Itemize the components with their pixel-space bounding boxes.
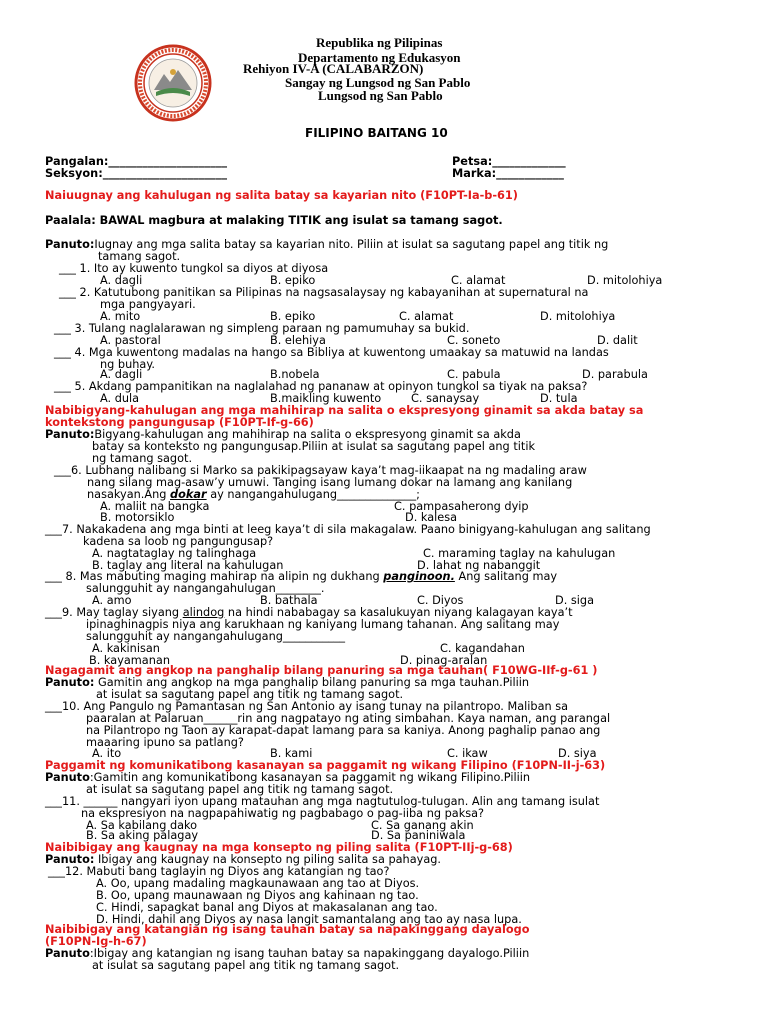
q11-choice-d: D. Sa paniniwala — [371, 829, 466, 842]
question-8: ___ 8. Mas mabuting maging mahirap na alipin ng dukhang panginoon. Ang salitang may — [45, 570, 558, 583]
question-12: ___12. Mabuti bang taglayin ng Diyos ang katangian ng tao? — [48, 865, 390, 878]
section2-heading: Nabibigyang-kahulugan ang mga mahihirap na salita o ekspresyong ginamit sa akda batay sa — [45, 404, 644, 417]
name-field: Pangalan:_____________________ — [45, 155, 228, 168]
question-2: ___ 2. Katutubong panitikan sa Pilipinas na nagsasalaysay ng kabayanihan at supernatural na — [59, 286, 589, 299]
school-seal-logo — [134, 44, 212, 122]
question-3: ___ 3. Tulang naglalarawan ng simpleng paraan ng pamumuhay sa bukid. — [54, 322, 470, 335]
section4-heading: Paggamit ng komunikatibong kasanayan sa paggamit ng wikang Filipino (F10PN-II-j-63) — [45, 759, 606, 772]
q8-choice-b: B. bathala — [260, 594, 318, 607]
date-field: Petsa:_____________ — [452, 155, 566, 168]
q10-choice-d: D. siya — [558, 747, 597, 760]
q6-choice-b: B. motorsiklo — [100, 511, 175, 524]
question-10-cont2: na Pilantropo ng Taon ay karapat-dapat lamang para sa kaniya. Anong paghalip panao ang — [86, 724, 601, 737]
section6-heading: Naibibigay ang katangian ng isang tauhan batay sa napakinggang dayalogo — [45, 923, 530, 936]
exam-title: FILIPINO BAITANG 10 — [305, 126, 448, 140]
header-republic: Republika ng Pilipinas — [316, 35, 443, 50]
q9-choice-c: C. kagandahan — [440, 642, 525, 655]
question-10-cont3: maaaring ipuno sa patlang? — [86, 736, 244, 749]
section2-heading-cont: kontekstong pangungusap (F10PT-If-g-66) — [45, 416, 314, 429]
question-9-cont2: salungguhit ay nangangahulugang___________ — [86, 630, 346, 643]
section-field: Seksyon:______________________ — [45, 167, 227, 180]
q7-choice-c: C. maraming taglay na kahulugan — [423, 547, 616, 560]
section1-heading: Naiuugnay ang kahulugan ng salita batay sa kayarian nito (F10PT-Ia-b-61) — [45, 189, 518, 202]
q5-choice-d: D. tula — [540, 392, 578, 405]
q3-choice-c: C. soneto — [447, 334, 501, 347]
question-7: ___7. Nakakadena ang mga binti at leeg kaya’t di sila makagalaw. Paano binigyang-kahulugan ang salitang — [45, 523, 651, 536]
q12-choice-c: C. Hindi, sapagkat banal ang Diyos at makasalanan ang tao. — [96, 901, 438, 914]
section2-instructions-cont2: ng tamang sagot. — [92, 452, 193, 465]
q5-choice-b: B.maikling kuwento — [270, 392, 382, 405]
section2-instructions: Panuto:Bigyang-kahulugan ang mahihirap na salita o ekspresyong ginamit sa akda — [45, 428, 521, 441]
question-10: ___10. Ang Pangulo ng Pamantasan ng San Antonio ay isang tunay na pilantropo. Maliban sa — [45, 700, 569, 713]
header-region: Rehiyon IV-A (CALABARZON) — [243, 61, 424, 76]
q3-choice-b: B. elehiya — [270, 334, 326, 347]
section3-instructions-cont: at isulat sa sagutang papel ang titik ng tamang sagot. — [96, 688, 404, 701]
q10-choice-b: B. kami — [270, 747, 313, 760]
question-2-cont: mga pangyayari. — [100, 298, 196, 311]
question-7-cont: kadena sa loob ng pangungusap? — [83, 535, 274, 548]
question-9: ___9. May taglay siyang alindog na hindi nababagay sa kasalukuyan niyang kalagayan kaya’t — [45, 606, 573, 619]
q6-choice-a: A. maliit na bangka — [100, 500, 210, 513]
score-field: Marka:____________ — [452, 167, 564, 180]
question-4: ___ 4. Mga kuwentong madalas na hango sa Bibliya at kuwentong umaakay sa matuwid na landas — [54, 346, 609, 359]
q6-choice-d: D. kalesa — [405, 511, 458, 524]
section5-heading: Naibibigay ang kaugnay na mga konsepto ng piling salita (F10PT-IIj-g-68) — [45, 841, 513, 854]
section3-heading: Nagagamit ang angkop na panghalip bilang panuring sa mga tauhan( F10WG-IIf-g-61 ) — [45, 664, 598, 677]
q4-choice-b: B.nobela — [270, 368, 320, 381]
section6-heading-cont: (F10PN-Ig-h-67) — [45, 935, 147, 948]
q4-choice-d: D. parabula — [582, 368, 648, 381]
q7-choice-d: D. lahat ng nabanggit — [417, 559, 541, 572]
reminder-text: Paalala: BAWAL magbura at malaking TITIK ang isulat sa tamang sagot. — [45, 214, 503, 227]
question-4-cont: ng buhay. — [100, 358, 156, 371]
q3-choice-d: D. dalit — [597, 334, 638, 347]
q9-choice-b: B. kayamanan — [89, 654, 170, 667]
header-division: Sangay ng Lungsod ng San Pablo — [285, 75, 471, 90]
q11-choice-a: A. Sa kabilang dako — [86, 819, 198, 832]
section1-instructions-cont: tamang sagot. — [98, 250, 181, 263]
q8-choice-a: A. amo — [92, 594, 132, 607]
header-department: Departamento ng Edukasyon — [298, 50, 461, 65]
section2-instructions-cont: batay sa konteksto ng pangungusap.Piliin at isulat sa sagutang papel ang titik — [92, 440, 535, 453]
q5-choice-c: C. sanaysay — [411, 392, 480, 405]
section1-instructions: Panuto:Iugnay ang mga salita batay sa kayarian nito. Piliin at isulat sa sagutang papel ang titik ng — [45, 238, 609, 251]
q12-choice-b: B. Oo, upang maunawaan ng Diyos ang kahinaan ng tao. — [96, 889, 419, 902]
q2-choice-a: A. mito — [100, 310, 141, 323]
q10-choice-a: A. ito — [92, 747, 122, 760]
q2-choice-c: C. alamat — [399, 310, 454, 323]
question-6-cont: nang silang mag-asaw’y umuwi. Tanging isang lumang dokar na lamang ang kanilang — [87, 476, 573, 489]
q8-choice-d: D. siga — [555, 594, 594, 607]
question-8-cont: salungguhit ay nangangahulugan________. — [86, 582, 325, 595]
q1-choice-a: A. dagli — [100, 274, 143, 287]
section3-instructions: Panuto: Gamitin ang angkop na mga panghalip bilang panuring sa mga tauhan.Piliin — [45, 676, 530, 689]
q4-choice-c: C. pabula — [447, 368, 501, 381]
section6-instructions-cont: at isulat sa sagutang papel ang titik ng tamang sagot. — [92, 959, 400, 972]
q3-choice-a: A. pastoral — [100, 334, 161, 347]
q6-choice-c: C. pampasaherong dyip — [394, 500, 529, 513]
q1-choice-c: C. alamat — [451, 274, 506, 287]
q1-choice-b: B. epiko — [270, 274, 316, 287]
q11-choice-c: C. Sa ganang akin — [371, 819, 474, 832]
q12-choice-a: A. Oo, upang madaling magkaunawaan ang tao at Diyos. — [96, 877, 420, 890]
section5-instructions: Panuto: Ibigay ang kaugnay na konsepto ng piling salita sa pahayag. — [45, 853, 442, 866]
q9-choice-d: D. pinag-aralan — [400, 654, 488, 667]
header-city: Lungsod ng San Pablo — [318, 88, 443, 103]
question-6-cont2: nasakyan.Ang dokar ay nangangahulugang______________; — [87, 488, 420, 501]
q11-choice-b: B. Sa aking palagay — [86, 829, 199, 842]
section4-instructions-cont: at isulat sa sagutang papel ang titik ng tamang sagot. — [86, 783, 394, 796]
q2-choice-b: B. epiko — [270, 310, 316, 323]
question-6: ___6. Lubhang nalibang si Marko sa pakikipagsayaw kaya’t mag-iikaapat na ng madaling araw — [54, 464, 587, 477]
q7-choice-a: A. nagtataglay ng talinghaga — [92, 547, 257, 560]
question-11-cont: na ekspresiyon na nagpapahiwatig ng pagbabago o pag-iiba ng paksa? — [81, 807, 485, 820]
q10-choice-c: C. ikaw — [447, 747, 488, 760]
q4-choice-a: A. dagli — [100, 368, 143, 381]
question-1: ___ 1. Ito ay kuwento tungkol sa diyos at diyosa — [59, 262, 329, 275]
question-9-cont: ipinaghinagpis niya ang karukhaan ng kaniyang lumang tahanan. Ang salitang may — [86, 618, 560, 631]
q2-choice-d: D. mitolohiya — [540, 310, 616, 323]
question-11: ___11. ______ nangyari iyon upang matauhan ang mga nagtutulog-tulugan. Alin ang tamang isulat — [45, 795, 600, 808]
question-10-cont: paaralan at Palaruan______rin ang nagpatayo ng ating simbahan. Kaya naman, ang parangal — [86, 712, 611, 725]
question-5: ___ 5. Akdang pampanitikan na naglalahad ng pananaw at opinyon tungkol sa tiyak na paksa? — [54, 380, 588, 393]
q7-choice-b: B. taglay ang literal na kahulugan — [92, 559, 284, 572]
q5-choice-a: A. dula — [100, 392, 140, 405]
section4-instructions: Panuto:Gamitin ang komunikatibong kasanayan sa paggamit ng wikang Filipino.Piliin — [45, 771, 531, 784]
q8-choice-c: C. Diyos — [417, 594, 464, 607]
section6-instructions: Panuto:Ibigay ang katangian ng isang tauhan batay sa napakinggang dayalogo.Piliin — [45, 947, 530, 960]
q1-choice-d: D. mitolohiya — [587, 274, 663, 287]
q9-choice-a: A. kakinisan — [92, 642, 160, 655]
q12-choice-d: D. Hindi, dahil ang Diyos ay nasa langit samantalang ang tao ay nasa lupa. — [96, 913, 522, 926]
